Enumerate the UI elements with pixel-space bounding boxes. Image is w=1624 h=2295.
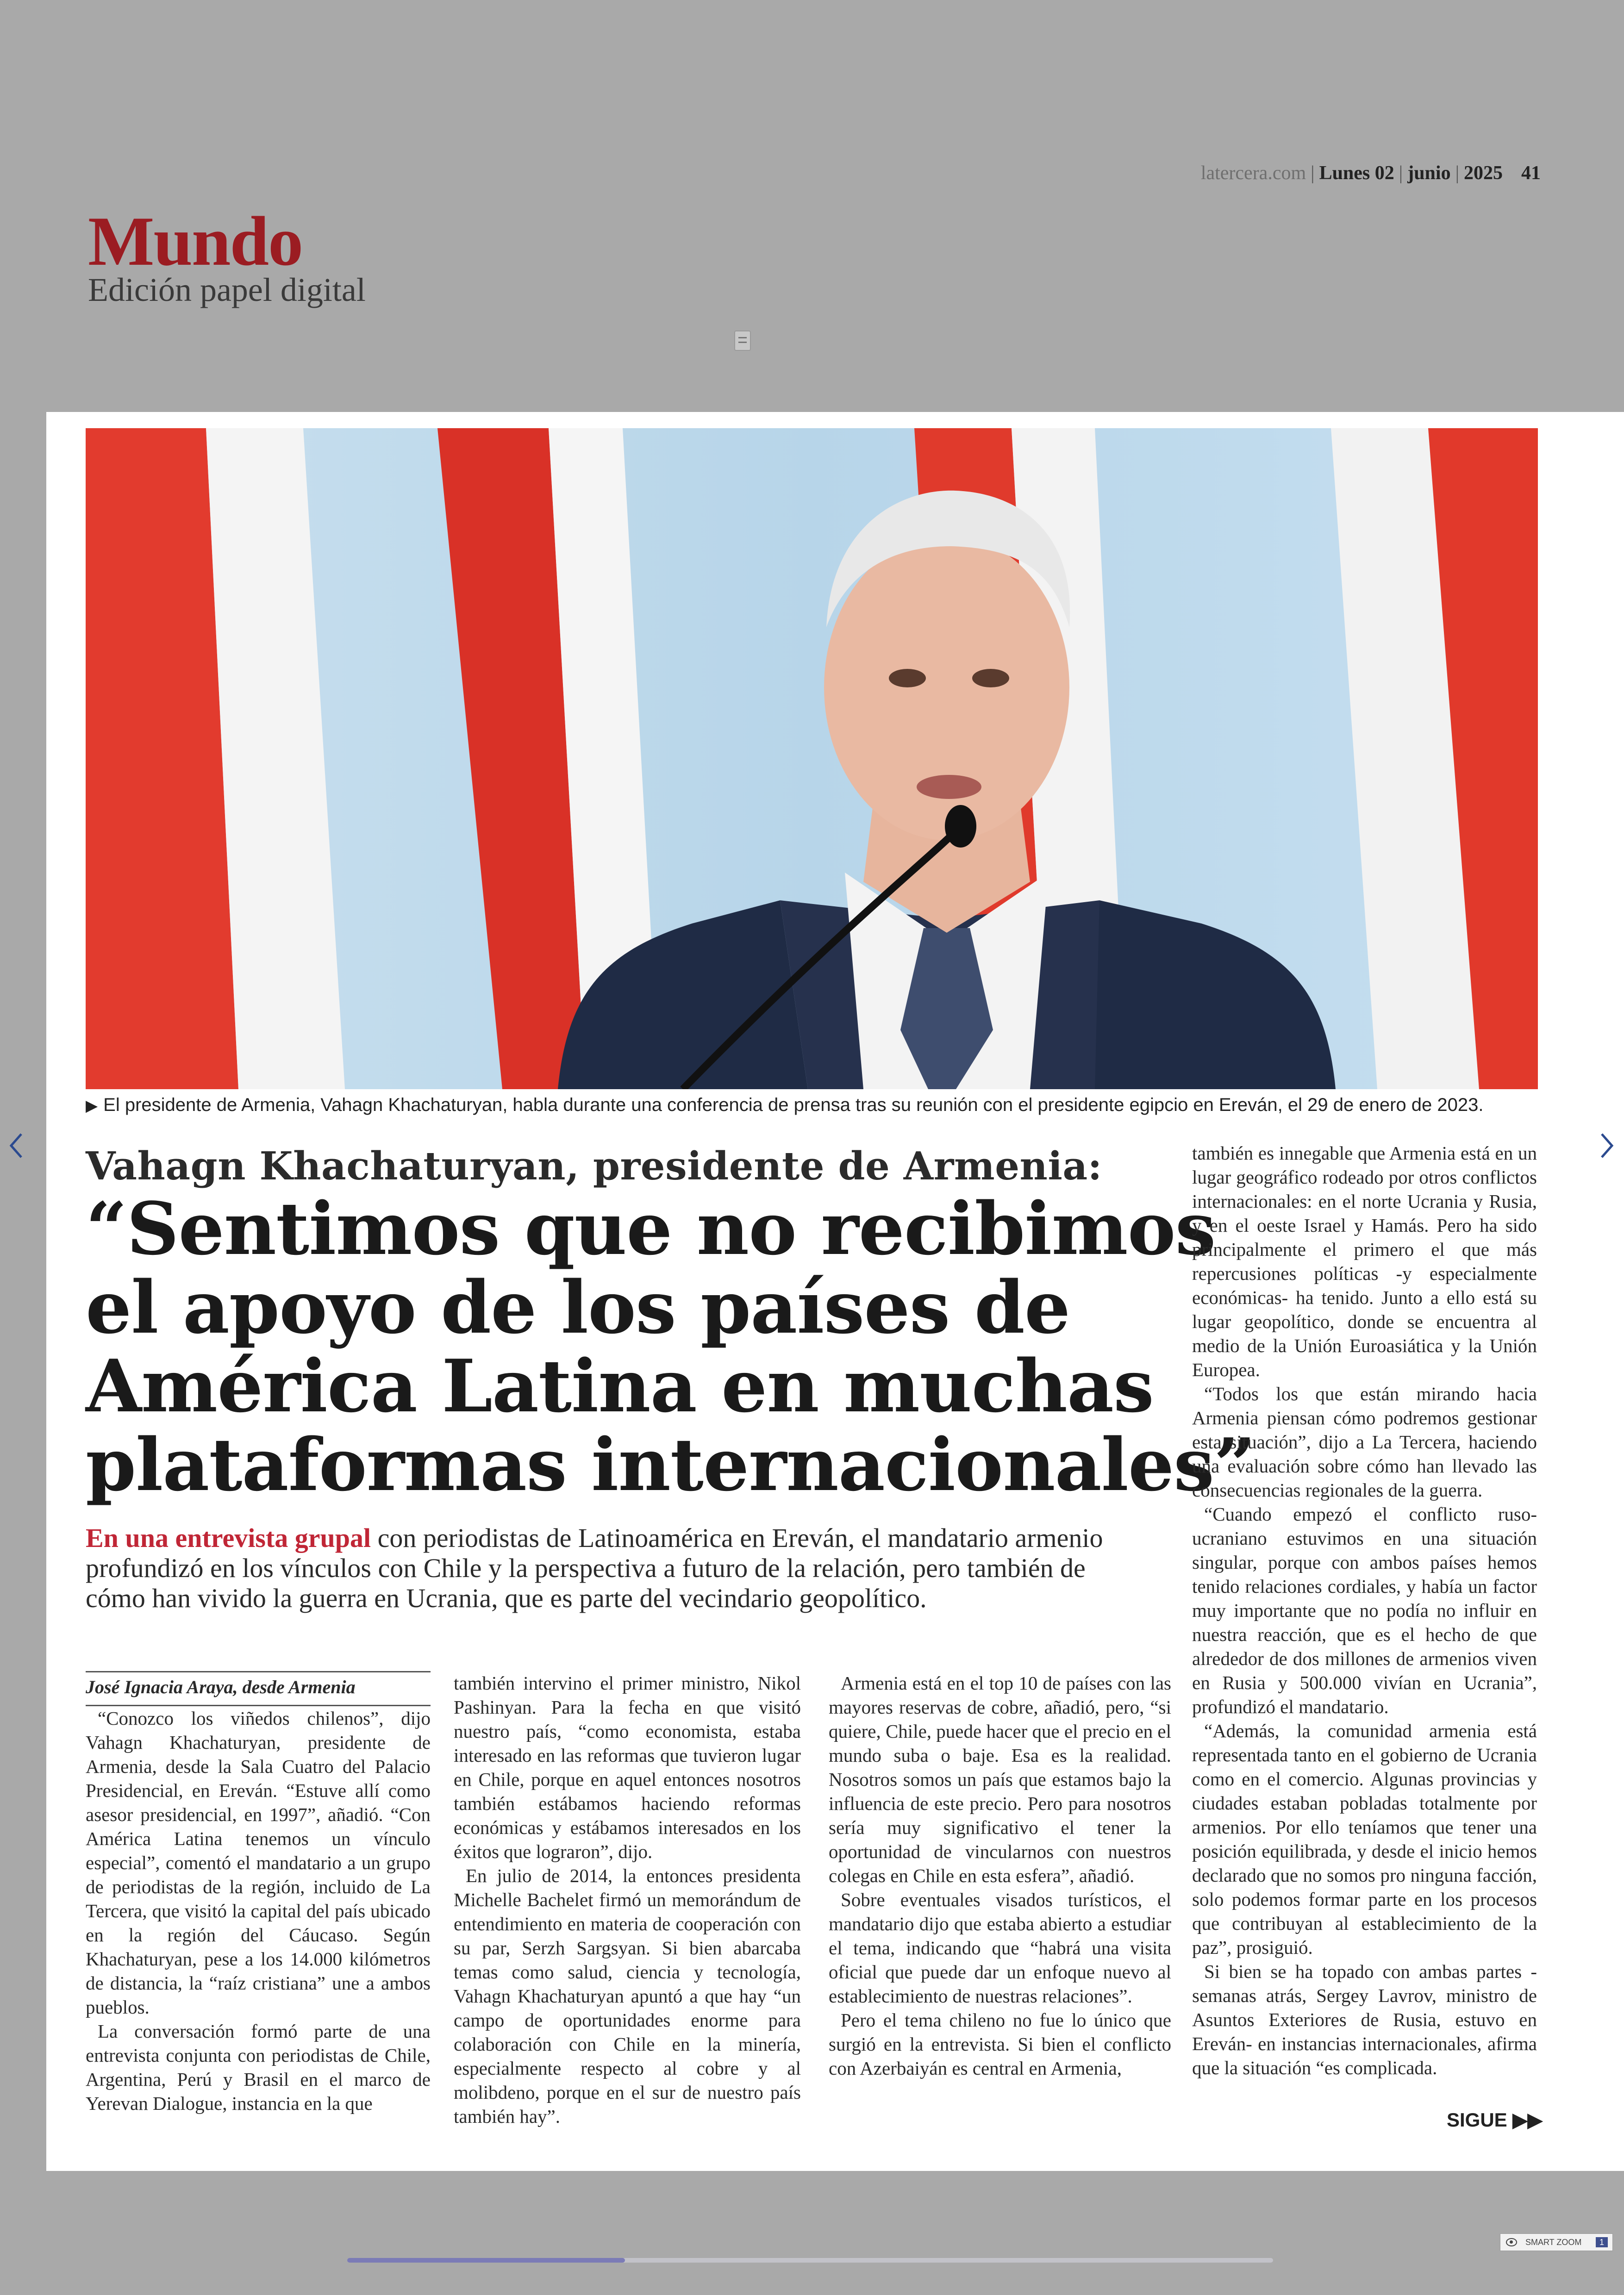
paragraph: también intervino el primer ministro, Nikol Pashinyan. Para la fecha en que visitó nuestro país, “como economista, estaba interesado en las reformas que tuvieron lugar en Chile, porque en aquel entonces nosotros también estábamos haciendo reformas económicas y estábamos interesados en los éxitos que lograron”, dijo. <box>454 1672 801 1862</box>
date-day: Lunes 02 <box>1319 162 1394 184</box>
president-photo-illustration <box>86 428 1538 1089</box>
paragraph: Si bien se ha topado con ambas partes -semanas atrás, Sergey Lavrov, ministro de Asuntos Exteriores de Rusia, estuvo en Ereván- en instancias internacionales, afirma que la situación “es complicada. <box>1192 1961 1537 2078</box>
article-column-3 <box>829 1671 1171 2080</box>
paragraph: Armenia está en el top 10 de países con las mayores reservas de cobre, añadió, pero, “si quiere, Chile, puede hacer que el precio en el mundo suba o baje. Esa es la realidad. Nosotros somos un país que estamos bajo la influencia de este precio. Pero para nosotros sería muy significativo el tener la oportunidad de vincularnos con nuestros colegas en Chile en esta esfera”, añadió. <box>829 1672 1171 1886</box>
headline-line: plataformas internacionales” <box>86 1422 1255 1507</box>
date-year: 2025 <box>1464 162 1503 184</box>
caption-text: El presidente de Armenia, Vahagn Khachaturyan, habla durante una conferencia de prensa tras su reunión con el presidente egipcio en Ereván, el 29 de enero de 2023. <box>103 1095 1484 1115</box>
paragraph: “Conozco los viñedos chilenos”, dijo Vahagn Khachaturyan, presidente de Armenia, desde la Sala Cuatro del Palacio Presidencial, en Ereván. “Estuve allí como asesor presidencial, en 1997”, añadió. “Con América Latina tenemos un vínculo especial”, comentó el mandatario a un grupo de periodistas de la región, incluido de La Tercera, que visitó la capital del país ubicado en la región del Cáucaso. Según Khachaturyan, pese a los 14.000 kilómetros de distancia, la “raíz cristiana” une a ambos pueblos. <box>86 1708 431 2018</box>
headline-line: “Sentimos que no recibimos <box>86 1186 1216 1271</box>
article-lead <box>86 1523 1150 1613</box>
chevron-right-icon <box>1597 1129 1616 1162</box>
dateline: latercera.com | Lunes 02 | junio | 2025 41 <box>1200 162 1541 184</box>
paragraph: “Todos los que están mirando hacia Armenia piensan cómo podremos gestionar esta situación”, dijo a La Tercera, haciendo una evaluación sobre cómo han llevado las consecuencias regionales de la guerra. <box>1192 1383 1537 1501</box>
section-title: Mundo <box>88 202 303 280</box>
article-column-1 <box>86 1671 431 2115</box>
previous-page-button[interactable] <box>7 1129 26 1169</box>
next-page-button[interactable] <box>1597 1129 1616 1169</box>
article-column-4 <box>1192 1141 1537 2080</box>
smart-zoom-button[interactable] <box>1500 2233 1613 2251</box>
paragraph: La conversación formó parte de una entrevista conjunta con periodistas de Chile, Argentina, Perú y Brasil en el marco de Yerevan Dialogue, instancia en la que <box>86 2021 431 2114</box>
smart-zoom-index: 1 <box>1596 2237 1608 2247</box>
continue-label[interactable]: SIGUE ▶▶ <box>1447 2109 1543 2131</box>
headline-line: América Latina en muchas <box>86 1344 1154 1428</box>
photo-caption <box>86 1095 1538 1116</box>
article-kicker: Vahagn Khachaturyan, presidente de Armenia: <box>86 1143 1102 1189</box>
page-number: 41 <box>1521 162 1541 184</box>
date-month: junio <box>1407 162 1451 184</box>
eye-icon <box>1506 2238 1517 2246</box>
headline-line: el apoyo de los países de <box>86 1265 1070 1350</box>
paragraph: Sobre eventuales visados turísticos, el mandatario dijo que estaba abierto a estudiar el tema, indicando que “habrá una visita oficial que puede dar un enfoque nuevo al establecimiento de nuestras relaciones”. <box>829 1889 1171 2007</box>
paragraph: “Además, la comunidad armenia está representada tanto en el gobierno de Ucrania como en el comercio. Algunas provincias y ciudades estaban pobladas totalmente por armenios. Por ello teníamos que tener una posición equilibrada, y desde el inicio hemos declarado que no somos pro ninguna facción, solo podemos formar parte en los procesos que contribuyan al establecimiento de la paz”, prosiguió. <box>1192 1720 1537 1958</box>
site-name: latercera.com <box>1200 162 1306 184</box>
document-icon[interactable] <box>734 331 751 351</box>
paragraph: En julio de 2014, la entonces presidenta Michelle Bachelet firmó un memorándum de entendimiento en materia de cooperación con su par, Serzh Sargsyan. Si bien abarcaba temas como salud, ciencia y tecnología, Vahagn Khachaturyan apuntó a que hay “un campo de oportunidades enorme para colaboración con Chile en la minería, especialmente respecto al cobre y al molibdeno, porque en el sur de nuestro país también hay”. <box>454 1865 801 2127</box>
lead-text: con periodistas de Latinoamérica en Ereván, el mandatario armenio profundizó en los vínculos con Chile y la perspectiva a futuro de la relación, pero también de cómo han vivido la guerra en Ucrania, que es parte del vecindario geopolítico. <box>86 1523 1103 1613</box>
smart-zoom-label: SMART ZOOM <box>1525 2238 1582 2247</box>
paragraph: “Cuando empezó el conflicto ruso-ucraniano estuvimos en una situación singular, porque con ambos países hemos tenido relaciones cordiales, y había un factor muy importante que no podía no influir en nuestra reacción, que es el hecho de que alrededor de dos millones de armenios viven en Rusia y 500.000 vivían en Ucrania”, profundizó el mandatario. <box>1192 1503 1537 1717</box>
article-column-2 <box>454 1671 801 2128</box>
article-headline <box>86 1186 1255 1507</box>
paragraph: también es innegable que Armenia está en un lugar geográfico rodeado por otros conflictos internacionales: en el norte Ucrania y Rusia, y en el oeste Israel y Hamás. Pero ha sido principalmente el primero el que más repercusiones políticas -y especialmente económicas- ha tenido. Junto a ello está su lugar geopolítico, donde se encuentra al medio de la Unión Euroasiática y la Unión Europea. <box>1192 1142 1537 1380</box>
page-progress-fill[interactable] <box>347 2258 625 2263</box>
caption-marker-icon: ▶ <box>86 1097 98 1115</box>
paragraph: Pero el tema chileno no fue lo único que surgió en la entrevista. Si bien el conflicto con Azerbaiyán es central en Armenia, <box>829 2009 1171 2079</box>
byline: José Ignacia Araya, desde Armenia <box>86 1671 431 1706</box>
chevron-left-icon <box>7 1129 26 1162</box>
edition-subtitle: Edición papel digital <box>88 271 366 308</box>
article-photo <box>86 428 1538 1089</box>
lead-highlight: En una entrevista grupal <box>86 1523 371 1553</box>
